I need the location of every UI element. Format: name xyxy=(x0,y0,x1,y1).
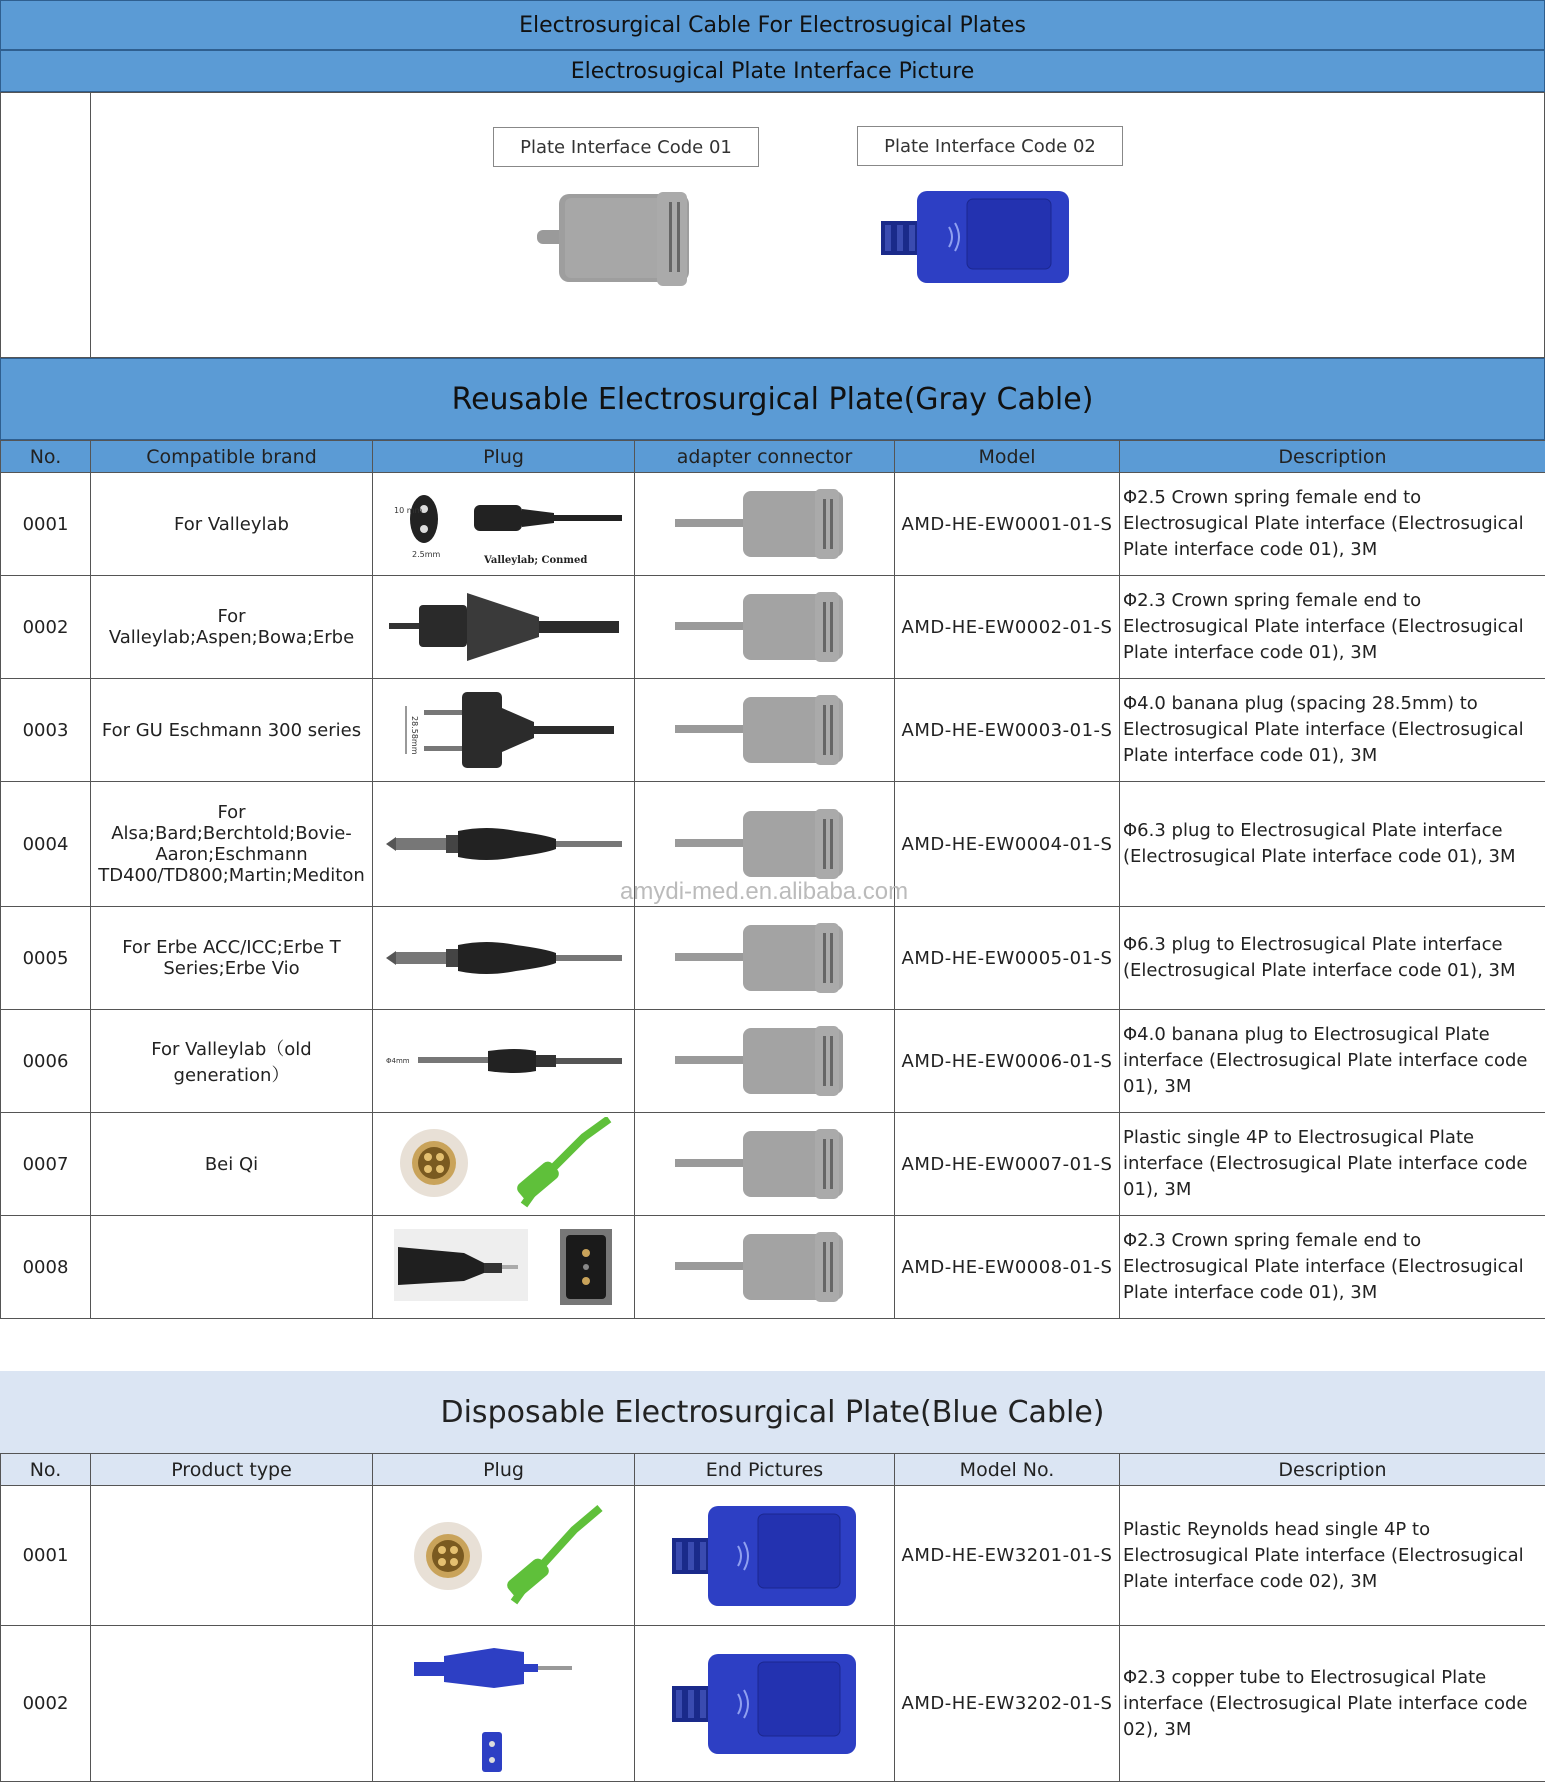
plug-copper-tube-image xyxy=(414,1634,594,1774)
description: Plastic single 4P to Electrosugical Plate interface (Electrosugical Plate interface code 01), 3M xyxy=(1120,1113,1545,1216)
model-number: AMD-HE-EW0003-01-S xyxy=(895,679,1120,782)
table-row xyxy=(1,576,1545,679)
plug-image xyxy=(373,1113,635,1216)
plug-banana-dual-image xyxy=(394,688,614,772)
table-row xyxy=(1,1486,1545,1626)
compatible-brand: Bei Qi xyxy=(91,1113,373,1216)
table-row xyxy=(1,679,1545,782)
model-number: AMD-HE-EW0005-01-S xyxy=(895,907,1120,1010)
description: Φ2.3 Crown spring female end to Electrosugical Plate interface (Electrosugical Plate interface code 01), 3M xyxy=(1120,1216,1545,1319)
disposable-section-title: Disposable Electrosurgical Plate(Blue Cable) xyxy=(0,1371,1545,1453)
plug-6-3mm-image xyxy=(386,933,622,983)
model-number: AMD-HE-EW0007-01-S xyxy=(895,1113,1120,1216)
description: Φ4.0 banana plug (spacing 28.5mm) to Electrosugical Plate interface (Electrosugical Plate interface code 01), 3M xyxy=(1120,679,1545,782)
row-number: 0005 xyxy=(1,907,91,1010)
column-header: Model xyxy=(895,441,1120,473)
row-number: 0008 xyxy=(1,1216,91,1319)
description: Φ2.3 copper tube to Electrosugical Plate interface (Electrosugical Plate interface code 02), 3M xyxy=(1120,1626,1545,1782)
gray-adapter-image xyxy=(675,809,855,879)
column-header: Description xyxy=(1120,1454,1545,1486)
table-row xyxy=(1,473,1545,576)
product-type xyxy=(91,1486,373,1626)
adapter-connector xyxy=(635,1113,895,1216)
model-number: AMD-HE-EW3201-01-S xyxy=(895,1486,1120,1626)
disposable-table-header xyxy=(1,1454,1545,1486)
description: Φ4.0 banana plug to Electrosugical Plate interface (Electrosugical Plate interface code 01), 3M xyxy=(1120,1010,1545,1113)
plug-image xyxy=(373,1486,635,1626)
document-title: Electrosurgical Cable For Electrosugical Plates xyxy=(0,0,1545,50)
description: Φ2.5 Crown spring female end to Electrosugical Plate interface (Electrosugical Plate interface code 01), 3M xyxy=(1120,473,1545,576)
column-header: Model No. xyxy=(895,1454,1120,1486)
plug-dimension-2: 2.5mm xyxy=(411,550,440,559)
column-header: Description xyxy=(1120,441,1545,473)
description: Φ6.3 plug to Electrosugical Plate interface (Electrosugical Plate interface code 01), 3M xyxy=(1120,782,1545,907)
blue-plate-connector-image xyxy=(881,191,1071,285)
gray-adapter-image xyxy=(675,489,855,559)
column-header: Compatible brand xyxy=(91,441,373,473)
plug-image xyxy=(373,907,635,1010)
row-number: 0002 xyxy=(1,1626,91,1782)
model-number: AMD-HE-EW0004-01-S xyxy=(895,782,1120,907)
adapter-connector xyxy=(635,907,895,1010)
adapter-connector xyxy=(635,473,895,576)
compatible-brand: For Alsa;Bard;Berchtold;Bovie-Aaron;Eschmann TD400/TD800;Martin;Mediton xyxy=(91,782,373,907)
product-type xyxy=(91,1626,373,1782)
compatible-brand xyxy=(91,1216,373,1319)
reusable-section-title: Reusable Electrosurgical Plate(Gray Cable) xyxy=(0,358,1545,440)
plug-dimension: Φ4mm xyxy=(385,1057,410,1065)
column-header: Plug xyxy=(373,1454,635,1486)
plug-image xyxy=(373,473,635,576)
blue-plate-end-image xyxy=(672,1652,858,1756)
row-number: 0002 xyxy=(1,576,91,679)
end-picture xyxy=(635,1626,895,1782)
plug-valleylab-image xyxy=(384,479,624,569)
blue-plate-end-image xyxy=(672,1504,858,1608)
gray-adapter-image xyxy=(675,1232,855,1302)
disposable-table xyxy=(0,1453,1545,1782)
column-header: End Pictures xyxy=(635,1454,895,1486)
adapter-connector xyxy=(635,679,895,782)
table-row xyxy=(1,1626,1545,1782)
watermark: amydi-med.en.alibaba.com xyxy=(620,878,909,905)
table-row xyxy=(1,907,1545,1010)
plug-image xyxy=(373,679,635,782)
compatible-brand: For Valleylab;Aspen;Bowa;Erbe xyxy=(91,576,373,679)
model-number: AMD-HE-EW0006-01-S xyxy=(895,1010,1120,1113)
row-number: 0003 xyxy=(1,679,91,782)
column-header: Product type xyxy=(91,1454,373,1486)
compatible-brand: For GU Eschmann 300 series xyxy=(91,679,373,782)
plug-dimension-1: 10 mm xyxy=(393,506,422,515)
model-number: AMD-HE-EW3202-01-S xyxy=(895,1626,1120,1782)
plug-dimension: 28.58mm xyxy=(409,716,419,755)
gray-adapter-image xyxy=(675,592,855,662)
model-number: AMD-HE-EW0001-01-S xyxy=(895,473,1120,576)
column-header: Plug xyxy=(373,441,635,473)
description: Φ2.3 Crown spring female end to Electrosugical Plate interface (Electrosugical Plate interface code 01), 3M xyxy=(1120,576,1545,679)
plug-image xyxy=(373,1010,635,1113)
row-number: 0001 xyxy=(1,1486,91,1626)
column-header: adapter connector xyxy=(635,441,895,473)
end-picture xyxy=(635,1486,895,1626)
model-number: AMD-HE-EW0002-01-S xyxy=(895,576,1120,679)
gray-adapter-image xyxy=(675,695,855,765)
row-number: 0007 xyxy=(1,1113,91,1216)
gray-adapter-image xyxy=(675,1026,855,1096)
interface-picture-area xyxy=(0,92,1545,358)
plug-banana-image xyxy=(386,1041,622,1081)
compatible-brand: For Erbe ACC/ICC;Erbe T Series;Erbe Vio xyxy=(91,907,373,1010)
table-row xyxy=(1,1216,1545,1319)
gray-adapter-image xyxy=(675,923,855,993)
interface-code-02-label: Plate Interface Code 02 xyxy=(857,126,1123,166)
gray-adapter-image xyxy=(675,1129,855,1199)
compatible-brand: For Valleylab（old generation） xyxy=(91,1010,373,1113)
row-number: 0006 xyxy=(1,1010,91,1113)
interface-code-01-label: Plate Interface Code 01 xyxy=(493,127,759,167)
table-row xyxy=(1,1010,1545,1113)
gray-plate-connector-image xyxy=(537,192,713,286)
adapter-connector xyxy=(635,1010,895,1113)
table-row xyxy=(1,1113,1545,1216)
row-number: 0004 xyxy=(1,782,91,907)
reusable-table-header xyxy=(1,441,1545,473)
plug-image xyxy=(373,1216,635,1319)
plug-6-3mm-image xyxy=(386,819,622,869)
plug-4p-image xyxy=(404,1504,604,1608)
plug-4p-image xyxy=(394,1117,614,1211)
plug-crown-spring-image xyxy=(394,1227,614,1307)
description: Φ6.3 plug to Electrosugical Plate interface (Electrosugical Plate interface code 01), 3M xyxy=(1120,907,1545,1010)
plug-round-pin-image xyxy=(389,587,619,667)
plug-image xyxy=(373,576,635,679)
plug-caption: Valleylab; Conmed xyxy=(483,555,587,566)
plug-image xyxy=(373,782,635,907)
interface-picture-title: Electrosugical Plate Interface Picture xyxy=(0,50,1545,92)
model-number: AMD-HE-EW0008-01-S xyxy=(895,1216,1120,1319)
compatible-brand: For Valleylab xyxy=(91,473,373,576)
adapter-connector xyxy=(635,1216,895,1319)
adapter-connector xyxy=(635,576,895,679)
description: Plastic Reynolds head single 4P to Electrosugical Plate interface (Electrosugical Plate interface code 02), 3M xyxy=(1120,1486,1545,1626)
column-header: No. xyxy=(1,441,91,473)
column-header: No. xyxy=(1,1454,91,1486)
row-number: 0001 xyxy=(1,473,91,576)
plug-image xyxy=(373,1626,635,1782)
